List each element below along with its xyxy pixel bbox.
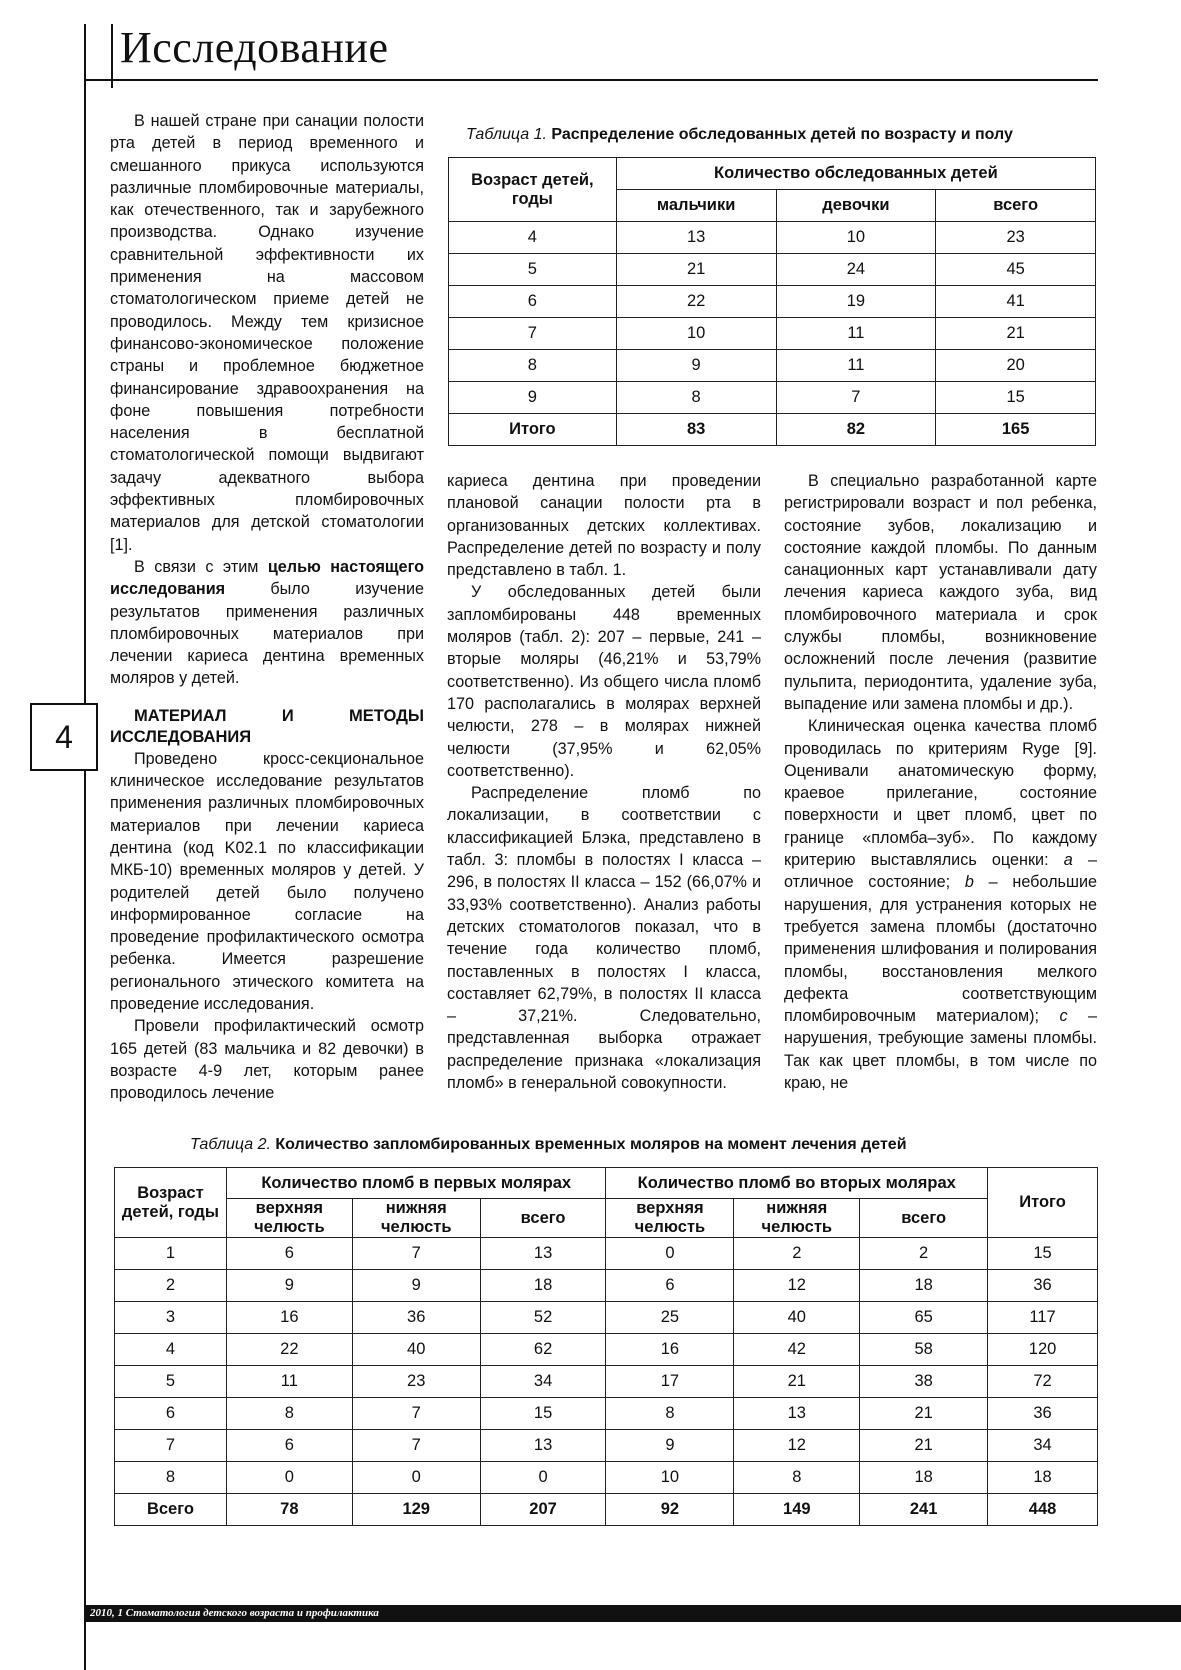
paragraph: В специально разработанной карте регистрировали возраст и пол ребенка, состояние зубов, локализацию и состояние каждой пломбы. По данным санационных карт устанавливали дату лечения кариеса каждого зуба, вид пломбировочного материала и срок службы пломбы, возникновение осложнений после лечения (развитие пульпита, периодонтита, удаление зуба, выпадение или замена пломбы и др.). <box>784 472 1097 713</box>
table-cell: 23 <box>936 222 1096 254</box>
table-cell: 42 <box>734 1334 860 1366</box>
table-cell: 6 <box>226 1238 352 1270</box>
table-cell: 21 <box>734 1366 860 1398</box>
page-number: 4 <box>30 703 98 771</box>
table-cell: 1 <box>115 1238 227 1270</box>
table-cell: 72 <box>988 1366 1098 1398</box>
table-cell: 21 <box>936 318 1096 350</box>
table-row <box>115 1366 1098 1398</box>
table1-header-age: Возраст детей, годы <box>449 158 617 222</box>
table-cell: 15 <box>480 1398 606 1430</box>
table-row <box>449 222 1096 254</box>
table-cell: 13 <box>616 222 776 254</box>
table-cell: Всего <box>115 1494 227 1526</box>
table-row <box>115 1462 1098 1494</box>
emphasis: целью настоящего исследования <box>110 557 424 599</box>
table-cell: 82 <box>776 414 936 446</box>
table-cell: 8 <box>226 1398 352 1430</box>
table-cell: 19 <box>776 286 936 318</box>
table-cell: 36 <box>988 1398 1098 1430</box>
table-cell: 6 <box>226 1430 352 1462</box>
paragraph: У обследованных детей были запломбированы 448 временных моляров (табл. 2): 207 – первые, 241 – вторые моляры (46,21% и 53,79% соответственно). Из общего числа пломб 170 располагались в молярах верхней челюсти, 278 – в молярах нижней челюсти (37,95% и 62,05% соответственно). <box>447 583 761 780</box>
table-cell: 15 <box>936 382 1096 414</box>
table-cell: 41 <box>936 286 1096 318</box>
table-cell: 18 <box>860 1462 988 1494</box>
table2-header-age: Возраст детей, годы <box>115 1168 227 1238</box>
text-column-2 <box>447 470 761 1094</box>
table-cell: 9 <box>606 1430 734 1462</box>
table-cell: 13 <box>734 1398 860 1430</box>
table-cell: 207 <box>480 1494 606 1526</box>
table-cell: 12 <box>734 1430 860 1462</box>
table-cell: 16 <box>606 1334 734 1366</box>
table-cell: 120 <box>988 1334 1098 1366</box>
table2-caption: Таблица 2. Количество запломбированных временных моляров на момент лечения детей <box>190 1136 907 1153</box>
table-cell: 18 <box>988 1462 1098 1494</box>
paragraph: Распределение пломб по локализации, в соответствии с классификацией Блэка, представлено в табл. 3: пломбы в полостях I класса – 296, в полостях II класса – 152 (66,07% и 33,93% соответственно). Анализ работы детских стоматологов показал, что в течение года количество пломб, поставленных в полостях I класса, составляет 62,79%, в полостях II класса – 37,21%. Следовательно, представленная выборка отражает распределение признака «локализация пломб» в генеральной совокупности. <box>447 784 761 1093</box>
table-cell: 6 <box>449 286 617 318</box>
table-cell: 2 <box>115 1270 227 1302</box>
paragraph: Клиническая оценка качества пломб проводилась по критериям Ryge [9]. Оценивали анатомическую форму, краевое прилегание, состояние поверхности и цвет пломб, цвет по границе «пломба–зуб». По каждому критерию выставлялись оценки: a – отличное состояние; b – небольшие нарушения, для устранения которых не требуется замена пломбы (достаточно применения шлифования и полирования пломбы, восстановления мелкого дефекта соответствующим пломбировочным материалом); c – нарушения, требующие замены пломбы. Так как цвет пломбы, в том числе по краю, не <box>784 717 1097 1093</box>
table2-header-sum: всего <box>480 1199 606 1238</box>
text-column-3 <box>784 470 1097 1094</box>
table-cell: 21 <box>616 254 776 286</box>
table-cell: 18 <box>480 1270 606 1302</box>
table-cell: 4 <box>449 222 617 254</box>
table-cell: 10 <box>776 222 936 254</box>
table2-header-lower: нижняя челюсть <box>734 1199 860 1238</box>
table-cell: 13 <box>480 1238 606 1270</box>
table2-header-first: Количество пломб в первых молярах <box>226 1168 606 1199</box>
table1-caption: Таблица 1. Распределение обследованных детей по возрасту и полу <box>466 126 1013 143</box>
table-cell: 8 <box>734 1462 860 1494</box>
table2-header-second: Количество пломб во вторых молярах <box>606 1168 988 1199</box>
table-cell: 5 <box>449 254 617 286</box>
table-cell: 8 <box>449 350 617 382</box>
table-cell: 45 <box>936 254 1096 286</box>
table-cell: 16 <box>226 1302 352 1334</box>
table-cell: 3 <box>115 1302 227 1334</box>
table1-header-boys: мальчики <box>616 190 776 222</box>
table-cell: 62 <box>480 1334 606 1366</box>
table2-header-lower: нижняя челюсть <box>352 1199 480 1238</box>
section-title: Исследование <box>120 23 389 72</box>
table1-header-girls: девочки <box>776 190 936 222</box>
table2-header-total: Итого <box>988 1168 1098 1238</box>
table-cell: 5 <box>115 1366 227 1398</box>
table-cell: 13 <box>480 1430 606 1462</box>
table2-header-upper: верхняя челюсть <box>226 1199 352 1238</box>
header-rule-horizontal <box>84 79 1098 81</box>
table-cell: 22 <box>616 286 776 318</box>
paragraph: В связи с этим целью настоящего исследования было изучение результатов применения различных пломбировочных материалов при лечении кариеса дентина временных моляров у детей. <box>110 557 424 688</box>
table2-header-upper: верхняя челюсть <box>606 1199 734 1238</box>
table-cell: 7 <box>352 1238 480 1270</box>
table-cell: 36 <box>988 1270 1098 1302</box>
table-cell: 34 <box>988 1430 1098 1462</box>
table-cell: 8 <box>606 1398 734 1430</box>
table-row <box>115 1302 1098 1334</box>
table-cell: 0 <box>606 1238 734 1270</box>
table-cell: 165 <box>936 414 1096 446</box>
paragraph: кариеса дентина при проведении плановой санации полости рта в организованных детских коллективах. Распределение детей по возрасту и полу представлено в табл. 1. <box>447 472 761 580</box>
table-cell: 21 <box>860 1430 988 1462</box>
table-row <box>115 1430 1098 1462</box>
table2 <box>114 1167 1098 1526</box>
table-cell: 7 <box>352 1398 480 1430</box>
table-cell: 10 <box>616 318 776 350</box>
table-cell: 2 <box>734 1238 860 1270</box>
table-cell: 7 <box>449 318 617 350</box>
table1-header-total: всего <box>936 190 1096 222</box>
table-cell: Итого <box>449 414 617 446</box>
table-row <box>449 286 1096 318</box>
table-cell: 149 <box>734 1494 860 1526</box>
table-cell: 38 <box>860 1366 988 1398</box>
table1 <box>448 157 1096 446</box>
table-cell: 24 <box>776 254 936 286</box>
table-cell: 11 <box>776 350 936 382</box>
table-cell: 34 <box>480 1366 606 1398</box>
table-cell: 12 <box>734 1270 860 1302</box>
table-cell: 117 <box>988 1302 1098 1334</box>
table-row <box>115 1398 1098 1430</box>
paragraph: Провели профилактический осмотр 165 детей (83 мальчика и 82 девочки) в возрасте 4-9 лет, которым ранее проводилось лечение <box>110 1017 424 1103</box>
table-cell: 25 <box>606 1302 734 1334</box>
table-cell: 9 <box>352 1270 480 1302</box>
table-cell: 36 <box>352 1302 480 1334</box>
paragraph: Проведено кросс-секциональное клиническое исследование результатов применения различных пломбировочных материалов при лечении кариеса дентина (код K02.1 по классификации МКБ-10) временных моляров у детей. У родителей детей было получено информированное согласие на проведение профилактического осмотра ребенка. Имеется разрешение регионального этического комитета на проведение исследования. <box>110 749 424 1013</box>
table-row <box>115 1334 1098 1366</box>
table-cell: 17 <box>606 1366 734 1398</box>
table-cell: 23 <box>352 1366 480 1398</box>
table-cell: 40 <box>734 1302 860 1334</box>
table-cell: 9 <box>616 350 776 382</box>
table-row <box>449 382 1096 414</box>
section-heading: МАТЕРИАЛ И МЕТОДЫ ИССЛЕДОВАНИЯ <box>110 706 424 746</box>
table-cell: 10 <box>606 1462 734 1494</box>
margin-rule-vertical <box>84 24 86 1670</box>
table-row <box>115 1270 1098 1302</box>
table-cell: 4 <box>115 1334 227 1366</box>
table1-header-group: Количество обследованных детей <box>616 158 1095 190</box>
table-cell: 0 <box>480 1462 606 1494</box>
table-cell: 92 <box>606 1494 734 1526</box>
table-cell: 52 <box>480 1302 606 1334</box>
table-cell: 7 <box>352 1430 480 1462</box>
table-cell: 6 <box>606 1270 734 1302</box>
table-cell: 7 <box>776 382 936 414</box>
table-cell: 11 <box>226 1366 352 1398</box>
table-cell: 6 <box>115 1398 227 1430</box>
table-cell: 0 <box>226 1462 352 1494</box>
table-cell: 8 <box>616 382 776 414</box>
table-total-row <box>449 414 1096 446</box>
table-cell: 22 <box>226 1334 352 1366</box>
table-cell: 65 <box>860 1302 988 1334</box>
footer-journal: 2010, 1 Стоматология детского возраста и профилактика <box>84 1605 1181 1622</box>
table-row <box>449 254 1096 286</box>
table-cell: 11 <box>776 318 936 350</box>
table-cell: 21 <box>860 1398 988 1430</box>
table-cell: 2 <box>860 1238 988 1270</box>
table-cell: 8 <box>115 1462 227 1494</box>
table-cell: 129 <box>352 1494 480 1526</box>
table-cell: 448 <box>988 1494 1098 1526</box>
table-row <box>449 350 1096 382</box>
table-cell: 241 <box>860 1494 988 1526</box>
table-row <box>115 1238 1098 1270</box>
table-cell: 78 <box>226 1494 352 1526</box>
table-total-row <box>115 1494 1098 1526</box>
table-cell: 20 <box>936 350 1096 382</box>
table-cell: 40 <box>352 1334 480 1366</box>
table-cell: 9 <box>449 382 617 414</box>
table-cell: 9 <box>226 1270 352 1302</box>
table2-header-sum: всего <box>860 1199 988 1238</box>
table-cell: 0 <box>352 1462 480 1494</box>
table-cell: 83 <box>616 414 776 446</box>
text-column-1 <box>110 110 424 1104</box>
table-cell: 7 <box>115 1430 227 1462</box>
table-cell: 58 <box>860 1334 988 1366</box>
table-cell: 18 <box>860 1270 988 1302</box>
table-cell: 15 <box>988 1238 1098 1270</box>
paragraph: В нашей стране при санации полости рта детей в период временного и смешанного прикуса используются различные пломбировочные материалы, как отечественного, так и зарубежного производства. Однако изучение сравнительной эффективности их применения на массовом стоматологическом приеме детей не проводилось. Между тем кризисное финансово-экономическое положение страны и проблемное бюджетное финансирование здравоохранения на фоне повышения потребности населения в бесплатной стоматологической помощи выдвигают задачу адекватного выбора эффективных пломбировочных материалов для детской стоматологии [1]. <box>110 112 424 554</box>
table-row <box>449 318 1096 350</box>
